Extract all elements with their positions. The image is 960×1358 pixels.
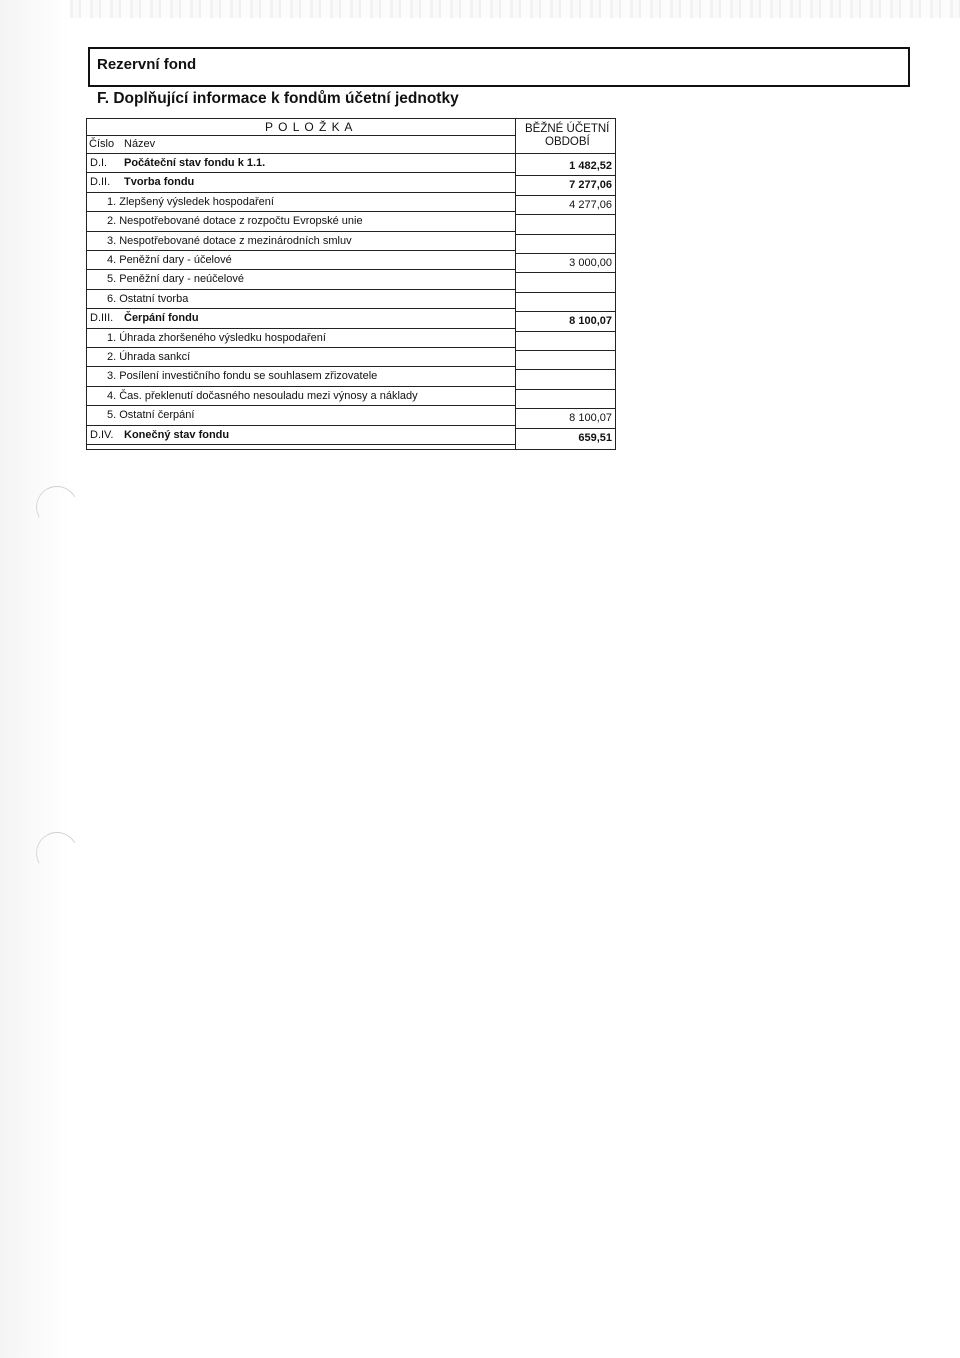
row-name: 5. Peněžní dary - neúčelové [107, 273, 244, 286]
row-value: 8 100,07 [569, 412, 612, 425]
table-row [87, 173, 615, 192]
row-name: 4. Peněžní dary - účelové [107, 254, 232, 266]
row-name: 3. Nespotřebované dotace z mezinárodních smluv [107, 234, 352, 247]
col-header-period: BĚŽNÉ ÚČETNÍ [525, 123, 610, 135]
row-name: 1. Úhrada zhoršeného výsledku hospodaření [107, 331, 326, 344]
row-name: 1. Zlepšený výsledek hospodaření [107, 195, 274, 208]
col-header-period-2: OBDOBÍ [545, 136, 590, 148]
scan-margin-shadow [0, 0, 70, 1358]
row-value: 4 277,06 [569, 198, 612, 211]
row-name: 2. Úhrada sankcí [107, 351, 191, 363]
row-value: 1 482,52 [569, 160, 612, 172]
table-row [87, 251, 615, 270]
row-code: D.I. [90, 157, 108, 169]
section-title: Rezervní fond [97, 56, 197, 73]
table-row [87, 232, 615, 251]
table-row [87, 309, 615, 328]
row-rule [87, 444, 515, 445]
row-value: 3 000,00 [569, 257, 612, 269]
row-name: 2. Nespotřebované dotace z rozpočtu Evropské unie [107, 215, 363, 228]
scan-top-edge [70, 0, 960, 18]
table-row [87, 406, 615, 425]
table-row [87, 426, 615, 445]
row-name: 4. Čas. překlenutí dočasného nesouladu mezi výnosy a náklady [107, 389, 418, 402]
row-value: 7 277,06 [569, 179, 612, 192]
table-row [87, 212, 615, 231]
row-value: 659,51 [578, 431, 612, 444]
row-code: D.III. [90, 312, 114, 325]
row-name: Čerpání fondu [124, 312, 199, 325]
col-header-number: Číslo [89, 138, 115, 150]
table-row [87, 348, 615, 367]
row-code: D.II. [90, 176, 111, 189]
table-row [87, 154, 615, 173]
header-rule [87, 135, 515, 136]
row-name: 5. Ostatní čerpání [107, 409, 195, 422]
page-subtitle: F. Doplňující informace k fondům účetní jednotky [97, 90, 459, 107]
row-code: D.IV. [90, 428, 114, 441]
table-row [87, 193, 615, 212]
table-row [87, 367, 615, 386]
col-header-item: P O L O Ž K A [265, 120, 354, 134]
fund-table [86, 118, 616, 450]
table-row [87, 329, 615, 348]
row-value: 8 100,07 [569, 315, 612, 328]
row-name: Tvorba fondu [124, 176, 195, 189]
row-name: 6. Ostatní tvorba [107, 292, 189, 305]
section-header-box [88, 47, 910, 87]
row-name: Konečný stav fondu [124, 428, 230, 441]
table-row [87, 290, 615, 309]
row-name: Počáteční stav fondu k 1.1. [124, 157, 266, 169]
table-row [87, 270, 615, 289]
row-name: 3. Posílení investičního fondu se souhlasem zřizovatele [107, 370, 378, 383]
table-row [87, 387, 615, 406]
col-header-name: Název [124, 138, 156, 150]
